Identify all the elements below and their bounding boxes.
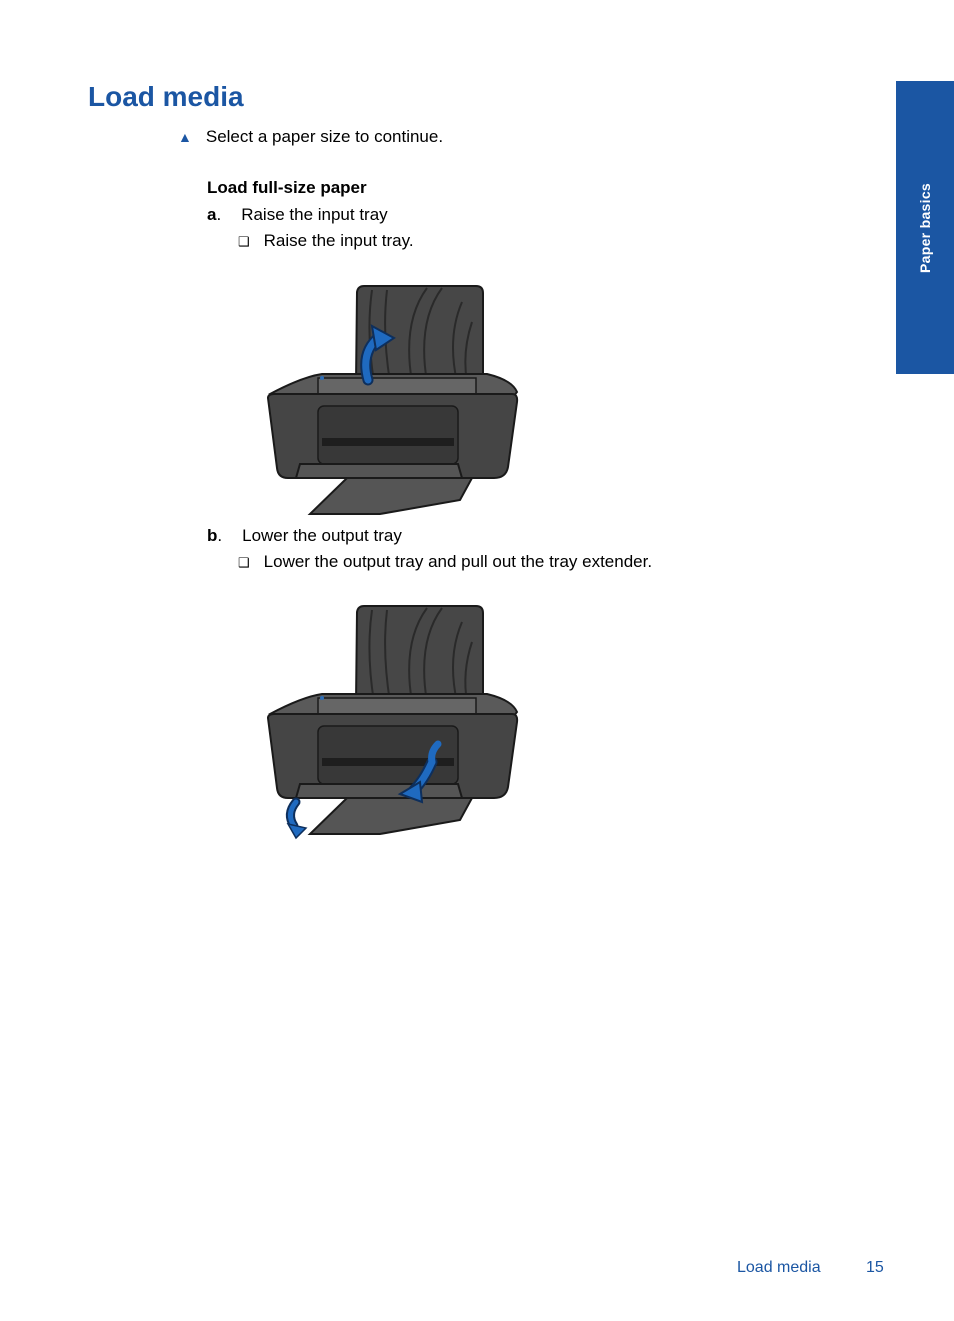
triangle-bullet-icon: ▲ xyxy=(178,129,192,145)
intro-text: Select a paper size to continue. xyxy=(205,127,444,146)
printer-raise-input-tray-illustration xyxy=(262,282,524,518)
section-heading: Load full-size paper xyxy=(207,178,367,197)
step-label: b xyxy=(207,526,218,545)
substep-text: Lower the output tray and pull out the tray extender. xyxy=(263,552,653,571)
footer-section-title: Load media xyxy=(737,1259,821,1276)
printer-lower-output-tray-illustration xyxy=(262,602,524,840)
side-tab xyxy=(896,81,954,374)
checkbox-icon: ❑ xyxy=(238,555,250,570)
substep-text: Raise the input tray. xyxy=(263,231,414,250)
substep-b xyxy=(238,552,652,573)
side-tab-label: Paper basics xyxy=(917,182,933,273)
footer-page-number: 15 xyxy=(866,1259,884,1276)
step-label: a xyxy=(207,205,217,224)
intro-line xyxy=(178,127,443,147)
step-b: b. Lower the output tray xyxy=(207,526,402,545)
substep-a xyxy=(238,231,414,252)
checkbox-icon: ❑ xyxy=(238,234,250,249)
step-a: a. Raise the input tray xyxy=(207,205,388,224)
step-text: Raise the input tray xyxy=(241,205,388,224)
step-text: Lower the output tray xyxy=(242,526,402,545)
page-title: Load media xyxy=(88,81,244,112)
